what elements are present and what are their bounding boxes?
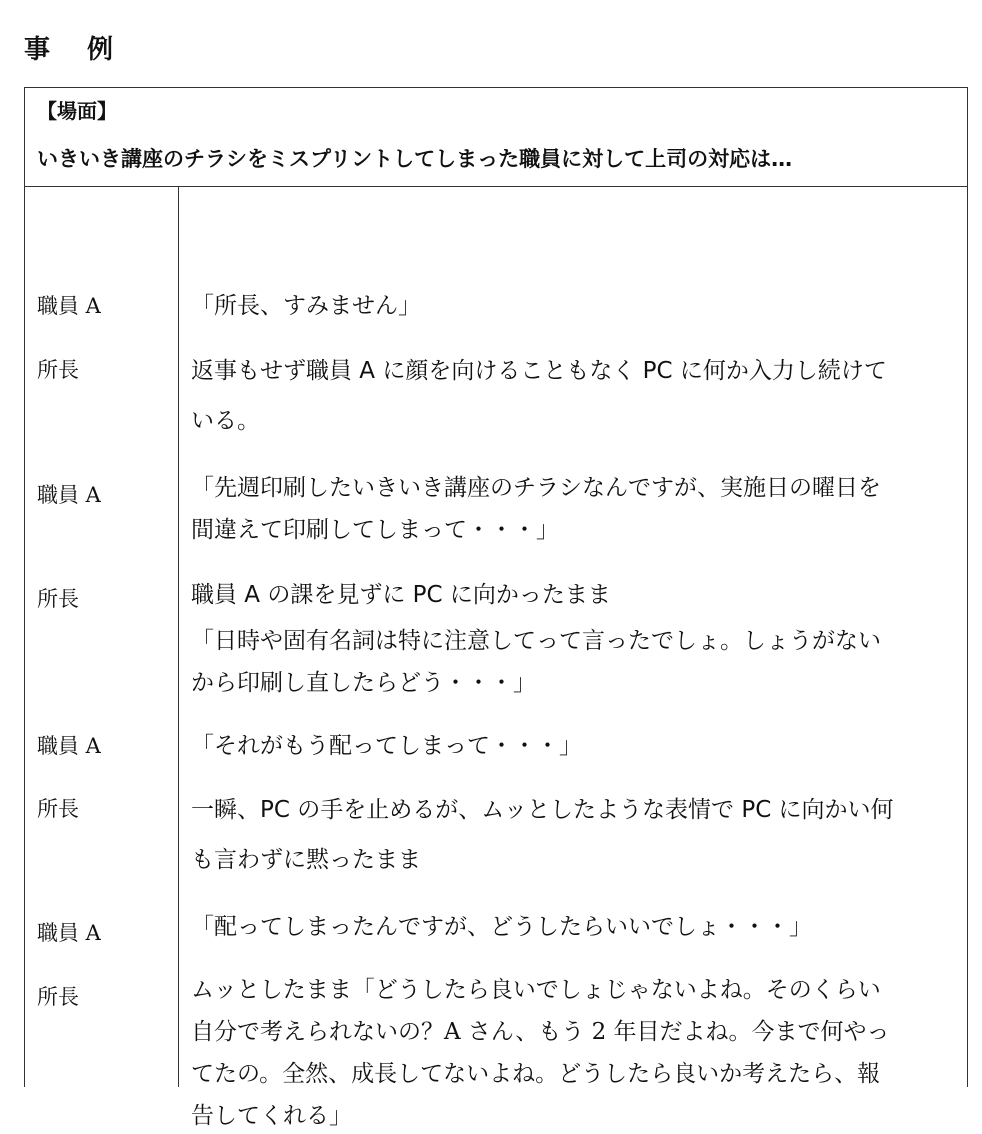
- speaker-label: 所長: [37, 797, 79, 821]
- dialogue-line: から印刷し直したらどう・・・」: [191, 670, 536, 696]
- speaker-label: 職員 A: [37, 294, 101, 318]
- dialogue-line: 告してくれる」: [191, 1103, 352, 1129]
- speaker-label: 職員 A: [37, 734, 101, 758]
- scene-description: いきいき講座のチラシをミスプリントしてしまった職員に対して上司の対応は…: [37, 147, 793, 171]
- dialogue-line: いる。: [191, 408, 260, 434]
- dialogue-line: 一瞬、PC の手を止めるが、ムッとしたような表情で PC に向かい何: [191, 797, 894, 823]
- case-table: [24, 87, 968, 1129]
- column-divider: [178, 187, 179, 1087]
- dialogue-line: も言わずに黙ったまま: [191, 847, 421, 873]
- speaker-label: 職員 A: [37, 921, 101, 945]
- dialogue-line: 「先週印刷したいきいき講座のチラシなんですが、実施日の曜日を: [191, 475, 881, 501]
- dialogue-line: 「日時や固有名詞は特に注意してって言ったでしょ。しょうがない: [191, 628, 881, 654]
- dialogue-line: ムッとしたまま「どうしたら良いでしょじゃないよね。そのくらい: [191, 977, 881, 1003]
- speaker-label: 所長: [37, 985, 79, 1009]
- dialogue-line: 職員 A の課を見ずに PC に向かったまま: [191, 582, 611, 608]
- dialogue-line: てたの。全然、成長してないよね。どうしたら良いか考えたら、報: [191, 1061, 881, 1087]
- speaker-label: 所長: [37, 587, 79, 611]
- page-title: 事 例: [24, 35, 128, 65]
- dialogue-line: 「配ってしまったんですが、どうしたらいいでしょ・・・」: [191, 914, 812, 940]
- dialogue-line: 「それがもう配ってしまって・・・」: [191, 733, 582, 759]
- scene-header: [25, 88, 967, 187]
- dialogue-line: 間違えて印刷してしまって・・・」: [191, 517, 559, 543]
- scene-label: 【場面】: [37, 99, 117, 123]
- speaker-label: 所長: [37, 358, 79, 382]
- speaker-label: 職員 A: [37, 483, 101, 507]
- dialogue-line: 自分で考えられないの？A さん、もう 2 年目だよね。今まで何やっ: [191, 1019, 890, 1045]
- dialogue-line: 「所長、すみません」: [191, 293, 421, 319]
- dialogue-line: 返事もせず職員 A に顔を向けることもなく PC に何か入力し続けて: [191, 358, 887, 384]
